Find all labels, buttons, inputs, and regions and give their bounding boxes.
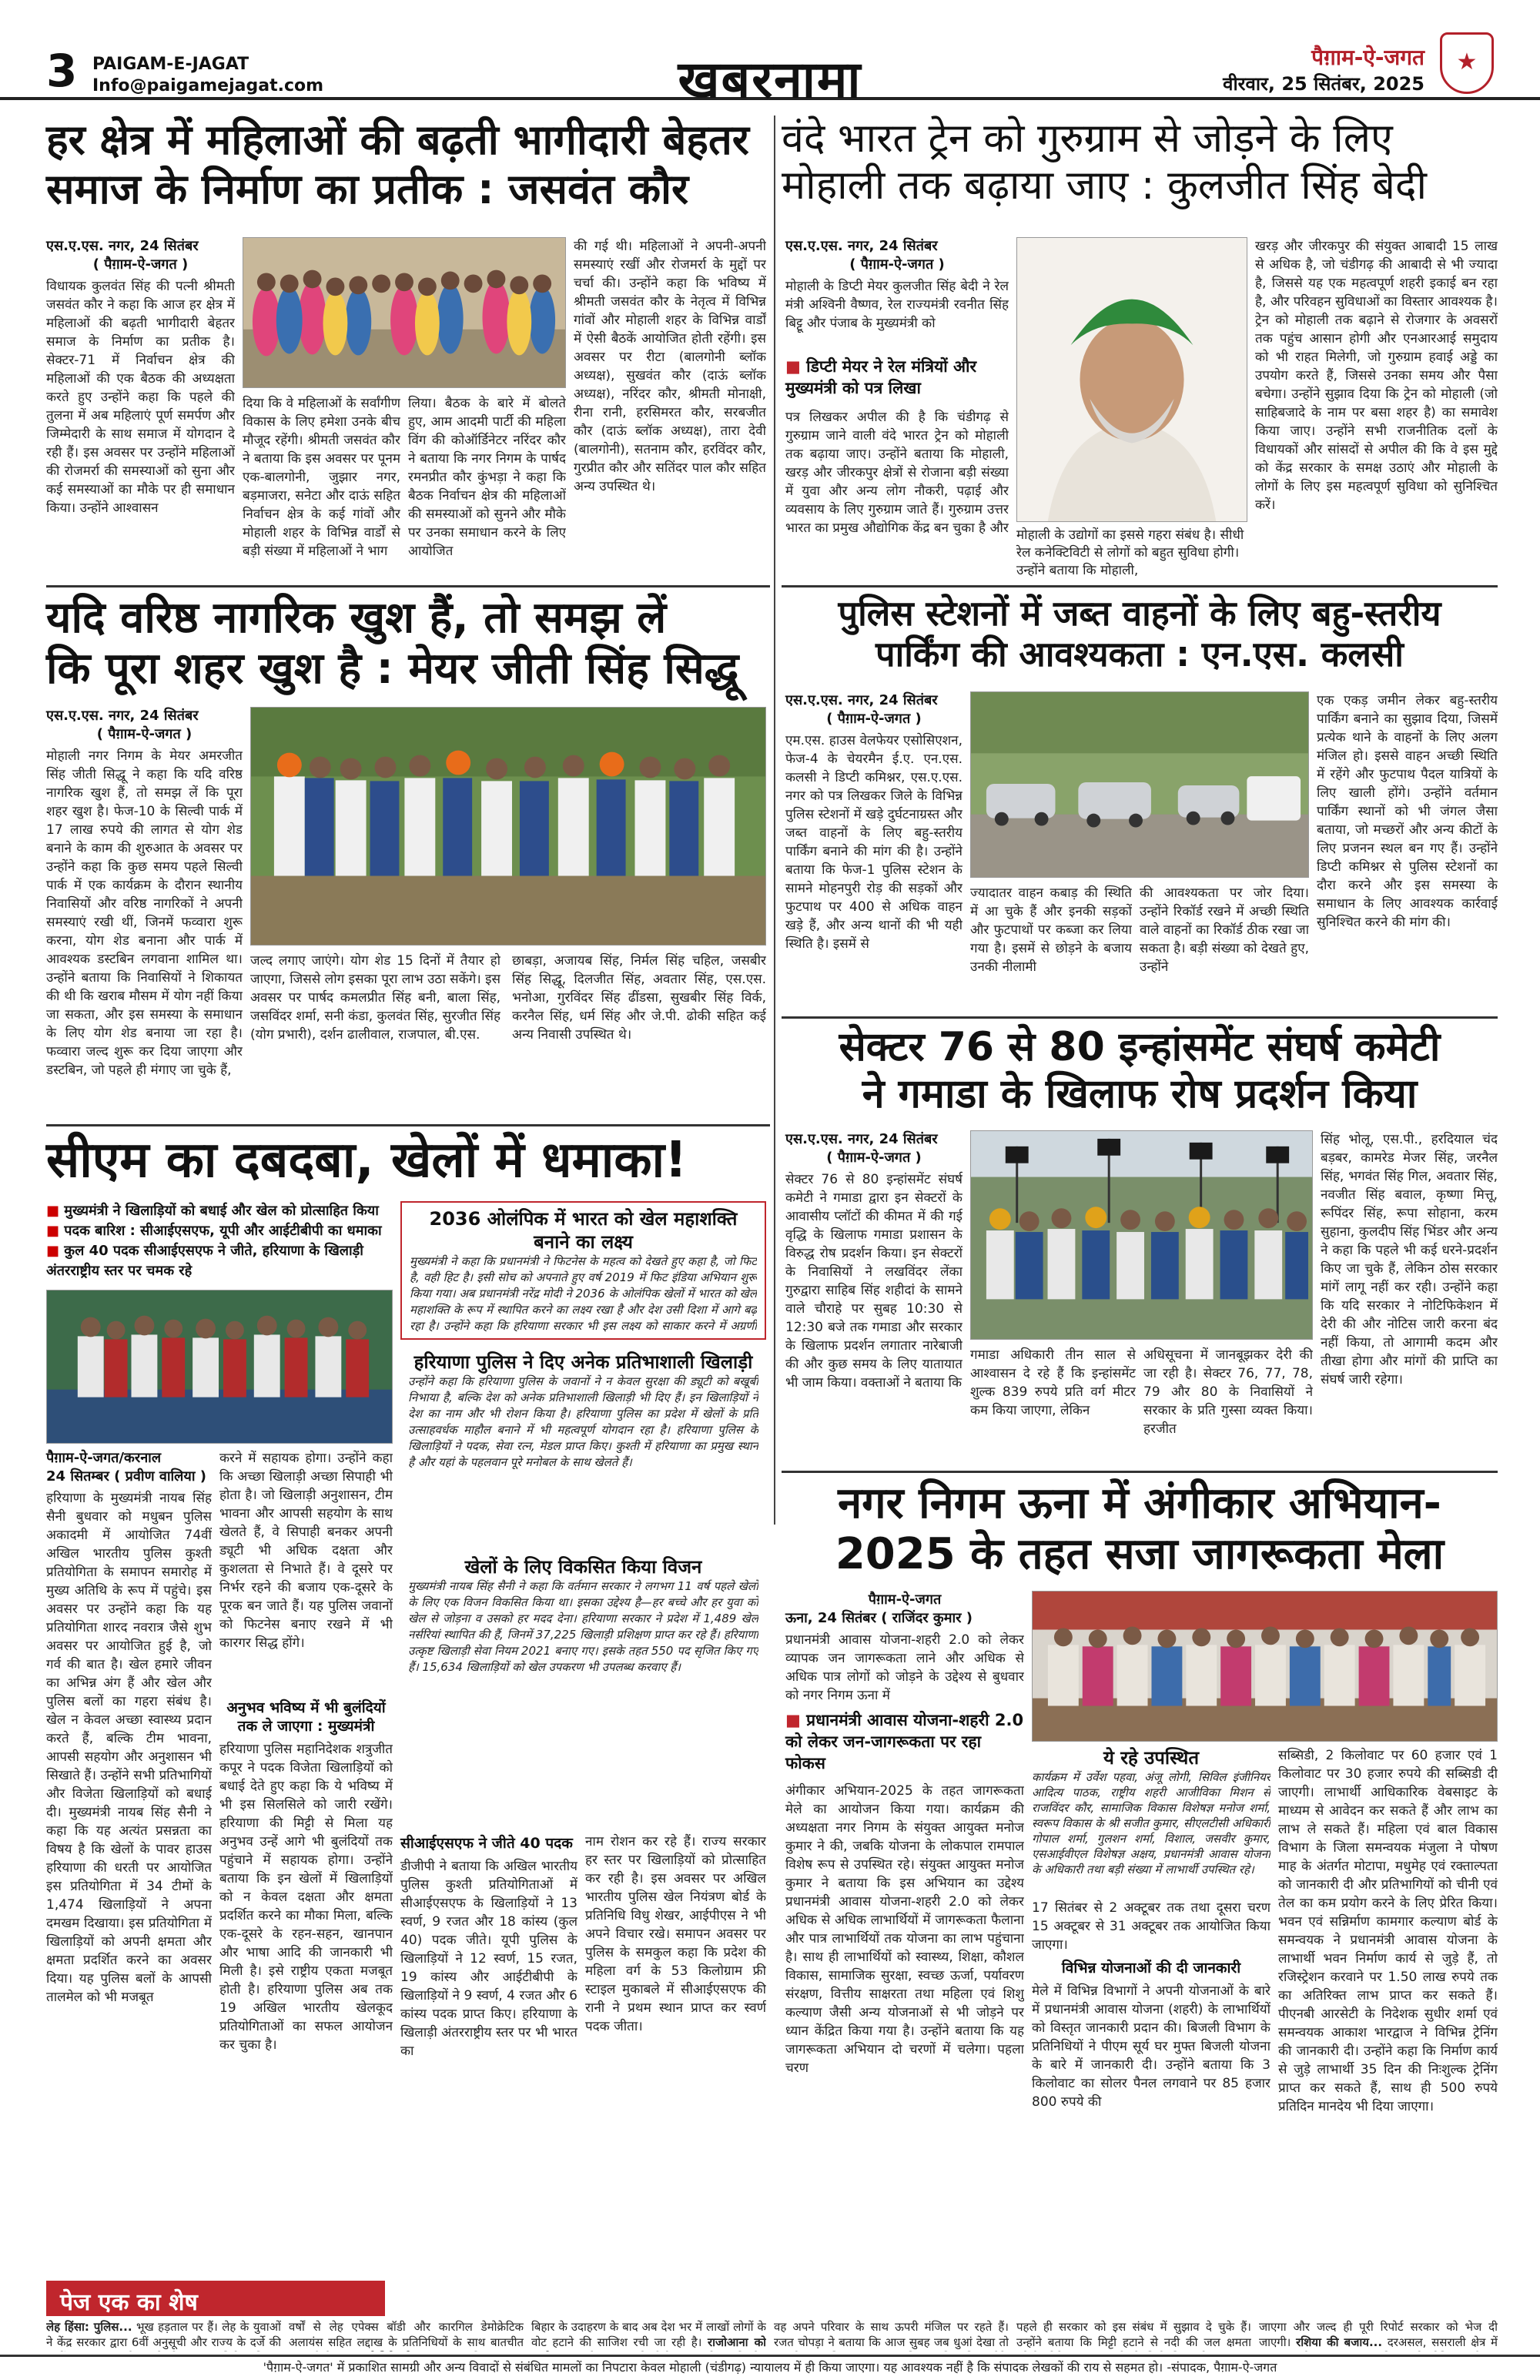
- story3-byline: [46, 707, 243, 744]
- red-square-icon: ■: [785, 357, 807, 376]
- email-link[interactable]: Info@paigamejagat.com: [92, 76, 324, 95]
- story5-byline: [46, 1449, 212, 1486]
- story7-col3: सब्सिडी, 2 किलोवाट पर 60 हजार एवं 1 किलोवाट पर 30 हजार रुपये की सब्सिडी दी जाएगी। लाभार्थी आधिकारिक वेबसाइट के माध्यम से आवेदन कर सकते हैं और लाभ का लाभ ले सकते हैं। महिला एवं बाल विकास विभाग के जिला समन्वयक मंजुला ने पोषण माह के अंतर्गत मोटापा, मधुमेह एवं रक्ताल्पता को जानकारी दी और प्रतिभागियों को चीनी एवं तेल का कम प्रयोग करने के लिए प्रेरित किया। भवन एवं सन्निर्माण कामगार कल्याण बोर्ड के समन्वयक ने प्रधानमंत्री आवास योजना के लाभार्थी भवन निर्माण कार्य से जुड़े हैं, तो रजिस्ट्रेशन करवाने पर 1.50 लाख रुपये तक का अतिरिक्त लाभ प्राप्त कर सकते हैं। पीएनबी आरसेटी के निदेशक सुधीर शर्मा एवं समन्वयक आकाश भारद्वाज ने विभिन्न ट्रेनिंग की जानकारी दी। उन्होंने कहा कि निर्माण कार्य से जुड़े लाभार्थी 35 दिन की निःशुल्क ट्रेनिंग प्राप्त कर सकते हैं, साथ ही 500 रुपये प्रतिदिन मानदेय भी दिया जाएगा।: [1278, 1748, 1498, 2114]
- story6-headline-line2: ने गमाडा के खिलाफ रोष प्रदर्शन किया: [862, 1071, 1418, 1118]
- rest-col6: [1259, 2319, 1498, 2352]
- story2-col3: खरड़ और जीरकपुर की संयुक्त आबादी 15 लाख से अधिक है, जो चंडीगढ़ की आबादी से भी ज्यादा है, जिससे यह एक महत्वपूर्ण शहरी इकाई बन रहा है, और परिवहन सुविधाओं का विस्तार आवश्यक है। ट्रेन को मोहाली तक बढ़ाने से रोजगार के अवसरों तक पहुंच आसान होगी और एनआरआई समुदाय को भी राहत मिलेगी, जो गुरुग्राम हवाई अड्डे का उपयोग करते हैं, जिससे उनका समय और पैसा बचेगा। उन्होंने सुझाव दिया कि ट्रेन को मोहाली (जो साहिबजादे के नाम पर बसा शहर है) का समावेश किया जाए। उन्होंने सभी राजनीतिक दलों के विधायकों और सांसदों से अपील की कि वे इस मुद्दे को केंद्र सरकार के समक्ष उठाएं और मोहाली के लोगों के लिए इस महत्वपूर्ण सुविधा को सुनिश्चित करें।: [1255, 239, 1498, 513]
- story1-headline-line2: समाज के निर्माण का प्रतीक : जसवंत कौर: [46, 164, 689, 213]
- story2-byline-source: ( पैग़ाम-ऐ-जगत ): [849, 256, 945, 273]
- story2-headline-line2: मोहाली तक बढ़ाया जाए : कुलजीत सिंह बेदी: [782, 162, 1427, 209]
- story5-headline: सीएम का दबदबा, खेलों में धमाका!: [46, 1132, 688, 1189]
- story5-col2b: हरियाणा पुलिस महानिदेशक शत्रुजीत कपूर ने पदक विजेता खिलाड़ियों को बधाई देते हुए कहा कि ये भविष्य में भी इस सिलसिले को जारी रखेंगे। हरियाणा की मिट्टी से मिला यह अनुभव उन्हें आगे भी बुलंदियों तक पहुंचाने में सहायक होगा। उन्होंने बताया कि इन खेलों में खिलाड़ियों को न केवल दक्षता और क्षमता प्रदर्शित करने का मौका मिला, बल्कि एक-दूसरे के रहन-सहन, खानपान और भाषा आदि की जानकारी भी मिली है। इसे राष्ट्रीय एकता मजबूत होती है। हरियाणा पुलिस अब तक 19 अखिल भारतीय खेलकूद प्रतियोगिताओं का सफल आयोजन कर चुका है।: [219, 1742, 393, 2053]
- story1-col3: लिया। बैठक के बारे में बोलते हुए, आम आदमी पार्टी की महिला विंग की कोऑर्डिनेटर नरिंदर कौर ने बताया कि नगर निगम के पार्षद रमनप्रीत कौर कुंभड़ा ने कहा कि बैठक निर्वाचन क्षेत्र की महिलाओं की समस्याओं को सुनने और मौके पर उनका समाधान करने के लिए आयोजित: [408, 396, 566, 559]
- story1-byline: [46, 237, 235, 274]
- story6-headline-line1: सेक्टर 76 से 80 इन्हांसमेंट संघर्ष कमेटी: [839, 1024, 1441, 1070]
- story7-byline-place: ऊना, 24 सितंबर ( राजिंदर कुमार ): [785, 1610, 973, 1626]
- story2-col1a: मोहाली के डिप्टी मेयर कुलजीत सिंह बेदी ने रेल मंत्री अश्विनी वैष्णव, रेल राज्यमंत्री रवनीत सिंह बिट्टू और पंजाब के मुख्यमंत्री को: [785, 279, 1009, 331]
- red-square-icon: ■: [785, 1711, 807, 1729]
- story2-box-headline-text: डिप्टी मेयर ने रेल मंत्रियों और मुख्यमंत्री को पत्र लिखा: [785, 357, 977, 397]
- story5-subhead2: सीआईएसएफ ने जीते 40 पदक: [400, 1835, 573, 1852]
- story4-headline: [782, 593, 1498, 675]
- story2-headline: [782, 115, 1498, 210]
- rest-col1-text: भूख हड़ताल पर हैं। लेह के युवाओं ने केंद्र सरकार द्वारा 6वीं अनुसूची और राज्य के दर्जे की: [46, 2320, 281, 2349]
- rule: [782, 1471, 1498, 1473]
- bullet-item: [46, 1221, 393, 1241]
- story4-photo: [970, 691, 1309, 878]
- bullet-text: मुख्यमंत्री ने खिलाड़ियों को बधाई और खेल को प्रोत्साहित किया: [64, 1203, 379, 1219]
- story5-byline-source: 24 सितम्बर ( प्रवीण वालिया ): [46, 1468, 206, 1485]
- story4-col1: एम.एस. हाउस वेलफेयर एसोसिएशन, फेज-4 के चेयरमैन ई.ए. एन.एस. कलसी ने डिप्टी कमिश्नर, एस.ए.एस. नगर को पत्र लिखकर जिले के विभिन्न पुलिस स्टेशनों में खड़े दुर्घटनाग्रस्त और जब्त वाहनों के लिए बहु-स्तरीय पार्किंग बनाने की मांग की है। उन्होंने बताया कि फेज-1 पुलिस स्टेशन के सामने मोहनपुरी रोड़ की सड़कों और फुटपाथ पर 400 से अधिक वाहन खड़े हैं, और अन्य थानों की भी यही स्थिति है। इसमें से: [785, 733, 962, 952]
- story7-col2b: मेले में विभिन्न विभागों ने अपनी योजनाओं के बारे में प्रधानमंत्री आवास योजना (शहरी) के लाभार्थियों को विस्तृत जानकारी प्रदान की। बिजली विभाग के प्रतिनिधियों ने पीएम सूर्य घर मुफ्त बिजली योजना के बारे में जानकारी दी। उन्होंने बताया कि 3 किलोवाट का सोलर पैनल लगवाने पर 85 हजार 800 रुपये की: [1032, 1983, 1270, 2110]
- story2-headline-line1: वंदे भारत ट्रेन को गुरुग्राम से जोड़ने के लिए: [782, 115, 1393, 162]
- bullet-icon: ■: [46, 1243, 65, 1259]
- rest-col1: [46, 2319, 281, 2352]
- column-divider: [774, 115, 775, 1525]
- story2-col1b: पत्र लिखकर अपील की है कि चंडीगढ़ से गुरुग्राम जाने वाली वंदे भारत ट्रेन को मोहाली तक बढ़ाया जाए। उन्होंने बताया कि मोहाली, खरड़ और जीरकपुर क्षेत्रों से रोजाना बड़ी संख्या में युवा और अन्य लोग नौकरी, पढ़ाई और व्यवसाय के लिए गुरुग्राम जाते हैं। गुरुग्राम उत्तर भारत का प्रमुख औद्योगिक केंद्र बन चुका है और: [785, 410, 1009, 536]
- rest-col6-sub: रशिया की बजाय...: [1296, 2335, 1383, 2349]
- story2-box-headline: [785, 356, 1009, 402]
- story4-col3: की आवश्यकता पर जोर दिया। उन्होंने रिकॉर्ड रखने में अच्छी स्थिति वाले वाहनों का रिकॉर्ड ठीक रखा जा सकता है। बड़ी संख्या को देखते हुए, उन्होंने: [1140, 885, 1309, 975]
- story7-byline-source: पैग़ाम-ऐ-जगत: [868, 1592, 942, 1608]
- story7-headline: [782, 1478, 1498, 1580]
- story1-headline-line1: हर क्षेत्र में महिलाओं की बढ़ती भागीदारी बेहतर: [46, 115, 749, 164]
- story5-box1-title: 2036 ओलंपिक में भारत को खेल महाशक्ति बनाने का लक्ष्य: [429, 1208, 738, 1253]
- story5-subhead1: अनुभव भविष्य में भी बुलंदियों तक ले जाएगा : मुख्यमंत्री: [226, 1699, 386, 1735]
- brand-block: [92, 54, 323, 97]
- page-number: 3: [46, 45, 78, 97]
- rest-col3b-text: [531, 2351, 766, 2352]
- story3-byline-source: ( पैग़ाम-ऐ-जगत ): [96, 726, 192, 742]
- bullet-text: कुल 40 पदक सीआईएसएफ ने जीते, हरियाणा के खिलाड़ी अंतरराष्ट्रीय स्तर पर चमक रहे: [46, 1243, 363, 1279]
- story6-col3: अधिसूचना में जानबूझकर देरी की जा रही है। सेक्टर 76, 77, 78, 79 और 80 के निवासियों ने सरकार के प्रति गुस्सा व्यक्त किया। हरजीत: [1143, 1347, 1313, 1437]
- story5-box2-text: उन्होंने कहा कि हरियाणा पुलिस के जवानों ने न केवल सुरक्षा की ड्यूटी को बखूबी निभाया है, बल्कि देश को अनेक प्रतिभाशाली खिलाड़ी भी दिए हैं। इन खिलाड़ियों ने देश का नाम और भी रोशन किया है। हरियाणा पुलिस का प्रदेश में खेलों के प्रति उत्साहवर्धक माहौल बनाने में भी महत्वपूर्ण योगदान रहा है। हरियाणा पुलिस के खिलाड़ियों ने पदक, सेवा रत्न, मेडल प्राप्त किए। कुश्ती में हरियाणा का प्रमुख स्थान है और यहां के पहलवान पूरे मनोबल के साथ खेलते हैं।: [408, 1374, 758, 1469]
- rest-col6-text: जाएगा और जल्द ही पूरी रिपोर्ट सरकार को भेज दी जाएगी।: [1259, 2320, 1498, 2349]
- story7-present-box: [1032, 1746, 1270, 1894]
- rest-col2-text: वर्षों से लेह एपेक्स बॉडी और कारगिल डेमोक्रेटिक अलायंस सहित लद्दाख के प्रतिनिधियों के साथ बातचीत: [289, 2320, 524, 2349]
- rest-col5-text: पहले ही सरकार को इस संबंध में सुझाव दे चुके हैं। उन्होंने बताया कि मिट्टी हटाने से नदी की जल क्षमता: [1016, 2320, 1251, 2349]
- story1-col1: विधायक कुलवंत सिंह की पत्नी श्रीमती जसवंत कौर ने कहा कि आज हर क्षेत्र में महिलाओं की बढ़ती भागीदारी बेहतर समाज के निर्माण का प्रतीक है। सेक्टर-71 में निर्वाचन क्षेत्र की महिलाओं की एक बैठक की अध्यक्षता करते हुए उन्होंने कहा कि पहले की तुलना में अब महिलाएं पूर्ण समर्पण और जिम्मेदारी के साथ समाज में योगदान दे रही हैं। इस अवसर पर उन्होंने महिलाओं की रोजमर्रा की समस्याओं को सुना और कई समस्याओं का मौके पर ही समाधान किया। उन्होंने आश्वासन: [46, 279, 235, 516]
- story4-headline-line2: पार्किंग की आवश्यकता : एन.एस. कलसी: [875, 634, 1404, 675]
- bullet-item: [46, 1201, 393, 1221]
- story5-box1: [400, 1201, 766, 1340]
- story1-headline: [46, 115, 770, 213]
- story7-photo: [1032, 1591, 1498, 1742]
- rest-col2-sub: [340, 2351, 425, 2352]
- story7-box-head-text: प्रधानमंत्री आवास योजना-शहरी 2.0 को लेकर जन-जागरूकता पर रहा फोकस: [785, 1711, 1024, 1772]
- story5-col1: हरियाणा के मुख्यमंत्री नायब सिंह सैनी बुधवार को मधुबन पुलिस अकादमी में आयोजित 74वीं अखिल भारतीय पुलिस कुश्ती प्रतियोगिता के समापन समारोह में मुख्य अतिथि के रूप में पहुंचे। इस अवसर पर उन्होंने कहा कि यह प्रतियोगिता शारद नवरात्र जैसे शुभ अवसर पर आयोजित हुई है, जो गर्व की बात है। खेल हमारे जीवन का अभिन्न अंग हैं और खेल और पुलिस बलों का गहरा संबंध है। खेल न केवल अच्छा स्वास्थ्य प्रदान करते हैं, बल्कि टीम भावना, आपसी सहयोग और अनुशासन भी सिखाते हैं। उन्होंने सभी प्रतिभागियों और विजेता खिलाड़ियों को बधाई दी। मुख्यमंत्री नायब सिंह सैनी ने कहा कि यह अत्यंत प्रसन्नता का विषय है कि खेलों के पावर हाउस हरियाणा की धरती पर आयोजित इस प्रतियोगिता में 34 टीमों के 1,474 खिलाड़ियों ने अपना दमखम दिखाया। इस प्रतियोगिता में खिलाड़ियों को अपनी क्षमता और क्षमता प्रदर्शित करने का अवसर दिया। यह पुलिस बलों के आपसी तालमेल को भी मजबूत: [46, 1491, 212, 2005]
- story5-box2: [400, 1346, 766, 1546]
- masthead: [0, 0, 1540, 109]
- rest-col4: [774, 2319, 1009, 2352]
- rest-col2: [289, 2319, 524, 2352]
- story4-byline: [785, 691, 962, 728]
- story1-col4: की गई थी। महिलाओं ने अपनी-अपनी समस्याएं रखीं और रोजमर्रा के मुद्दों पर चर्चा की। उन्होंने कहा कि भविष्य में श्रीमती जसवंत कौर के नेतृत्व में विभिन्न गांवों और मोहाली शहर के विभिन्न वार्डों में ऐसी बैठकें आयोजित होती रहेंगी। इस अवसर पर रीटा (बालगोनी ब्लॉक अध्यक्ष), सुखवंत कौर (दाऊं ब्लॉक अध्यक्ष), नरिंदर कौर, श्रीमती मोनाक्षी, रीना रानी, हरसिमरत कौर, सरबजीत कौर (दाऊं ब्लॉक अध्यक्ष), तारा देवी (बालगोनी), सतनाम कौर, हरविंदर कौर, गुरप्रीत कौर और सतिंदर पाल कौर सहित अन्य उपस्थित थे।: [574, 239, 766, 494]
- story4-col2: ज्यादातर वाहन कबाड़ की स्थिति में आ चुके हैं और इनकी सड़कों और फुटपाथों पर कब्जा कर लिया गया है। इसमें से छोड़ने के बजाय उनकी नीलामी: [970, 885, 1132, 975]
- story2-photo-caption: मोहाली के उद्योगों का इससे गहरा संबंध है। सीधी रेल कनेक्टिविटी से लोगों को बहुत सुविधा होगी। उन्होंने बताया कि मोहाली,: [1016, 527, 1244, 578]
- story7-col2: 17 सितंबर से 2 अक्टूबर तक तथा दूसरा चरण 15 अक्टूबर से 31 अक्टूबर तक आयोजित किया जाएगा।: [1032, 1900, 1270, 1953]
- story2-byline-place: एस.ए.एस. नगर, 24 सितंबर: [785, 238, 938, 254]
- story5-box3-title: खेलों के लिए विकसित किया विजन: [464, 1556, 702, 1578]
- story6-col2: गमाडा अधिकारी तीन साल से आश्वासन दे रहे हैं कि इन्हांसमेंट शुल्क 839 रुपये प्रति वर्ग मीटर कम किया जाएगा, लेकिन: [970, 1347, 1136, 1418]
- brand-name: PAIGAM-E-JAGAT: [92, 55, 249, 74]
- story1-byline-place: एस.ए.एस. नगर, 24 सितंबर: [46, 238, 199, 254]
- story6-byline: [785, 1130, 962, 1167]
- footer-disclaimer: 'पैग़ाम-ऐ-जगत' में प्रकाशित सामग्री और अन्य विवादों से संबंधित मामलों का निपटारा केवल मोहाली (चंडीगढ़) न्यायालय में ही किया जाएगा। यह आवश्यक नहीं है कि संपादक लेखकों की राय से सहमत हो। -संपादक, पैग़ाम-ऐ-जगत: [0, 2355, 1540, 2380]
- story7-subhead: विभिन्न योजनाओं की दी जानकारी: [1061, 1960, 1241, 1977]
- story7-present-title: ये रहे उपस्थित: [1103, 1747, 1200, 1769]
- story3-col2: जल्द लगाए जाएंगे। योग शेड 15 दिनों में तैयार हो जाएगा, जिससे लोग इसका पूरा लाभ उठा सकेंगे। इस अवसर पर पार्षद कमलप्रीत सिंह बनी, बाला सिंह, जसविंदर शर्मा, सनी कंडा, कुलवंत सिंह, सुरजीत सिंह (योग प्रभारी), दर्शन ढालीवाल, राजपाल, बी.एस.: [250, 953, 500, 1043]
- story3-headline-line2: कि पूरा शहर खुश है : मेयर जीती सिंह सिद्धू: [46, 644, 739, 695]
- story5-col4b: नाम रोशन कर रहे हैं। राज्य सरकार हर स्तर पर खिलाड़ियों को प्रोत्साहित कर रही है। इस अवसर पर अखिल भारतीय पुलिस खेल नियंत्रण बोर्ड के प्रतिनिधि विधु शेखर, आईपीएस ने भी अपने विचार रखे। समापन अवसर पर पुलिस के समकुल कहा कि प्रदेश की महिला वर्ग के 53 किलोग्राम फ्री स्टाइल मुकाबले में सीआईएसएफ की रानी ने प्रथम स्थान प्राप्त कर स्वर्ण पदक जीता।: [585, 1834, 766, 2034]
- issue-date: वीरवार, 25 सितंबर, 2025: [1223, 73, 1424, 95]
- story5-box1-text: मुख्यमंत्री ने कहा कि प्रधानमंत्री ने फिटनेस के महत्व को देखते हुए कहा है, जो फिट है, वही हिट है। इसी सोच को अपनाते हुए वर्ष 2019 में फिट इंडिया अभियान शुरू किया गया। अब प्रधानमंत्री नरेंद्र मोदी ने 2036 के ओलंपिक खेलों में भारत को खेल महाशक्ति के रूप में स्थापित करने का लक्ष्य रखा है और देश उसी दिशा में आगे बढ़ रहा है। उन्होंने कहा कि हरियाणा सरकार भी इस लक्ष्य को साकार करने में अग्रणी: [410, 1254, 757, 1333]
- bullet-icon: ■: [46, 1203, 65, 1219]
- story6-col1: सेक्टर 76 से 80 इन्हांसमेंट संघर्ष कमेटी ने गमाडा द्वारा इन सेक्टरों के आवासीय प्लॉटों की कीमत में की गई वृद्धि के खिलाफ गमाडा प्रशासन के विरुद्ध रोष प्रदर्शन किया। इन सेक्टरों के निवासियों ने लखविंदर लेंका गुरुद्वारा साहिब सिंह शहीदां के सामने वाले चौराहे पर सुबह 10:30 से 12:30 बजे तक गमाडा और सरकार के खिलाफ प्रदर्शन लगातार नारेबाजी की और कुछ समय के लिए यातायात भी जाम किया। वक्ताओं ने बताया कि: [785, 1172, 962, 1391]
- story6-col4: सिंह भोलू, एस.पी., हरदियाल चंद बड़बर, कामरेड मेजर सिंह, जरनैल सिंह, भगवंत सिंह गिल, अवतार सिंह, नवजीत सिंह बवाल, कृष्णा मित्तू, रूपिंदर सिंह, रूपा सोहाना, करम सुहाना, कुलदीप सिंह भिंडर और अन्य ने कहा कि पहले भी कई धरने-प्रदर्शन किए जा चुके हैं, लेकिन ठोस सरकार मांगें लागू नहीं कर रही। उन्होंने कहा कि यदि सरकार ने नोटिफिकेशन में देरी की और नोटिस जारी करना बंद नहीं किया, तो आगामी कदम और तीखा होगा और मांगों की प्राप्ति का संघर्ष जारी रहेगा।: [1321, 1132, 1498, 1387]
- section-title: खबरनामा: [678, 50, 862, 109]
- story4-byline-source: ( पैग़ाम-ऐ-जगत ): [826, 711, 922, 727]
- story5-box3-text: मुख्यमंत्री नायब सिंह सैनी ने कहा कि वर्तमान सरकार ने लगभग 11 वर्ष पहले खेलों के लिए एक विजन विकसित किया था। इसका उद्देश्य है—हर बच्चे और हर युवा को खेल से जोड़ना व उसको हर मदद देना। हरियाणा सरकार ने प्रदेश में 1,489 खेल नर्सरियां स्थापित की हैं, जिनमें 37,225 खिलाड़ी प्रशिक्षण प्राप्त कर रहे हैं। हरियाणा उत्कृष्ट खिलाड़ी सेवा नियम 2021 बनाए गए। इसके तहत 550 पद सृजित किए गए हैं। 15,634 खिलाड़ियों को खेल उपकरण भी उपलब्ध करवाए हैं।: [408, 1579, 758, 1674]
- story6-byline-place: एस.ए.एस. नगर, 24 सितंबर: [785, 1131, 938, 1147]
- story5-box2-title: हरियाणा पुलिस ने दिए अनेक प्रतिभाशाली खिलाड़ी: [413, 1351, 753, 1373]
- rest-col5: [1016, 2319, 1251, 2352]
- rest-col3-sub: राजोआना को: [707, 2335, 766, 2349]
- page-one-rest-bar: पेज एक का शेष: [46, 2281, 385, 2316]
- story6-byline-source: ( पैग़ाम-ऐ-जगत ): [826, 1150, 922, 1166]
- bullet-icon: ■: [46, 1223, 65, 1239]
- brand-right: [1223, 45, 1424, 97]
- story3-col3: छाबड़ा, अजायब सिंह, निर्मल सिंह चहिल, जसबीर सिंह सिद्धू, दिलजीत सिंह, अवतार सिंह, एस.एस. भनोआ, गुरविंदर सिंह ढींडसा, सुखबीर सिंह विर्क, करनैल सिंह, धर्म सिंह और जे.पी. ढोकी सहित कई अन्य निवासी उपस्थित थे।: [512, 953, 766, 1043]
- story5-bullets: [46, 1201, 393, 1286]
- story5-col3b: डीजीपी ने बताया कि अखिल भारतीय पुलिस कुश्ती प्रतियोगिताओं में सीआईएसएफ के खिलाड़ियों ने 13 स्वर्ण, 9 रजत और 18 कांस्य (कुल 40) पदक जीते। यूपी पुलिस के खिलाड़ियों ने 12 स्वर्ण, 15 रजत, 19 कांस्य और आईटीबीपी के खिलाड़ियों ने 9 स्वर्ण, 4 रजत और 6 कांस्य पदक प्राप्त किए। हरियाणा के खिलाड़ी अंतरराष्ट्रीय स्तर पर भी भारत का: [400, 1859, 578, 2059]
- story7-col1b: अंगीकार अभियान-2025 के तहत जागरूकता मेले का आयोजन किया गया। कार्यक्रम की अध्यक्षता नगर निगम के संयुक्त आयुक्त मनोज कुमार ने की, जबकि योजना के लोकपाल रामपाल विशेष रूप से उपस्थित रहे। संयुक्त आयुक्त मनोज कुमार ने बताया कि इस अभियान का उद्देश्य प्रधानमंत्री आवास योजना-शहरी 2.0 को लेकर अधिक से अधिक लाभार्थियों में जागरूकता फैलाना और पात्र लाभार्थियों तक योजना का लाभ पहुंचाना है। साथ ही लाभार्थियों को स्वास्थ्य, शिक्षा, कौशल विकास, सामाजिक सुरक्षा, स्वच्छ ऊर्जा, पर्यावरण संरक्षण, वित्तीय साक्षरता तथा महिला एवं शिशु कल्याण जैसी अन्य योजनाओं से भी जोड़ने पर ध्यान केंद्रित किया गया है। उन्होंने बताया कि यह जागरूकता अभियान दो चरणों में चलेगा। पहला चरण: [785, 1783, 1024, 2076]
- story5-col2: करने में सहायक होगा। उन्होंने कहा कि अच्छा खिलाड़ी अच्छा सिपाही भी होता है। जो खिलाड़ी अनुशासन, टीम भावना और आपसी सहयोग के साथ खेलते हैं, वे सिपाही बनकर अपनी ड्यूटी भी अधिक दक्षता और कुशलता से निभाते हैं। वे दूसरे पर निर्भर रहने की बजाय एक-दूसरे के पूरक बन जाते हैं। यह पुलिस जवानों को फिटनेस बनाए रखने में भी कारगर सिद्ध होंगे।: [219, 1451, 393, 1651]
- story5-photo: [46, 1290, 393, 1444]
- story3-byline-place: एस.ए.एस. नगर, 24 सितंबर: [46, 708, 199, 724]
- story7-col1: प्रधानमंत्री आवास योजना-शहरी 2.0 को लेकर व्यापक जन जागरूकता लाने और अधिक से अधिक पात्र लोगों को जोड़ने के उद्देश्य से बुधवार को नगर निगम ऊना में: [785, 1632, 1024, 1703]
- story7-present-text: कार्यक्रम में उर्वेश पहवा, अंजू लोगी, सिविल इंजीनियर आदित्य पाठक, राष्ट्रीय शहरी आजीविका मिशन से राजविंदर कौर, सामाजिक विकास विशेषज्ञ मनोज शर्मा, स्वरूप विकास के श्री सजीत कुमार, सीएलटीसी अधिकारी गोपाल शर्मा, गुलशन शर्मा, विशाल, जसवीर कुमार, एसआईवीएल विशेषज्ञ अक्षय, प्रधानमंत्री आवास योजना के अधिकारी तथा बड़ी संख्या में लाभार्थी उपस्थित रहे।: [1032, 1770, 1270, 1876]
- story2-byline: [785, 237, 1009, 274]
- story5-byline-place: पैग़ाम-ऐ-जगत/करनाल: [46, 1450, 162, 1466]
- rest-col6b-text: दरअसल, ससराली क्षेत्र में: [1387, 2335, 1498, 2349]
- story1-col2: दिया कि वे महिलाओं के सर्वांगीण विकास के लिए हमेशा उनके बीच मौजूद रहेंगी। श्रीमती जसवंत कौर ने बताया कि इस अवसर पर पूनम एक-बालगोनी, जुझार नगर, बड़माजरा, सनेटा और दाऊं सहित निर्वाचन क्षेत्र के कई गांवों और मोहाली शहर के विभिन्न वार्डों से बड़ी संख्या में महिलाओं ने भाग: [243, 396, 400, 559]
- story5-box3: [400, 1551, 766, 1828]
- rule: [46, 585, 770, 587]
- rest-col3-text: बिहार के उदाहरण के बाद अब देश भर में लाखों लोगों के वोट हटाने की साजिश रची जा रही है।: [531, 2320, 766, 2349]
- story4-headline-line1: पुलिस स्टेशनों में जब्त वाहनों के लिए बहु-स्तरीय: [838, 593, 1441, 634]
- story7-headline-line2: 2025 के तहत सजा जागरूकता मेला: [835, 1529, 1445, 1580]
- story4-byline-place: एस.ए.एस. नगर, 24 सितंबर: [785, 692, 938, 708]
- rule: [782, 585, 1498, 587]
- story3-photo: [250, 707, 766, 946]
- story1-photo: [243, 237, 566, 388]
- story6-photo: [970, 1130, 1313, 1340]
- story7-box-head: [785, 1709, 1024, 1776]
- torch-logo-icon: ★: [1440, 32, 1494, 94]
- bullet-item: [46, 1241, 393, 1281]
- rule: [46, 1124, 770, 1126]
- rest-col4-text: वह अपने परिवार के साथ ऊपरी मंजिल पर रहते हैं। रजत चोपड़ा ने बताया कि आज सुबह जब धुआं देखा तो: [774, 2320, 1009, 2349]
- story3-headline-line1: यदि वरिष्ठ नागरिक खुश हैं, तो समझ लें: [46, 593, 667, 643]
- rest-col1-head: लेह हिंसा: पुलिस...: [46, 2320, 132, 2334]
- rest-col3: [531, 2319, 766, 2352]
- brand-right-name: पैग़ाम-ऐ-जगत: [1311, 45, 1424, 70]
- bullet-text: पदक बारिश : सीआईएसएफ, यूपी और आईटीबीपी का धमाका: [64, 1223, 382, 1239]
- story7-byline: [785, 1591, 1024, 1628]
- rule: [782, 1016, 1498, 1019]
- story1-byline-source: ( पैग़ाम-ऐ-जगत ): [92, 256, 189, 273]
- page-one-rest: [46, 2319, 1498, 2352]
- story3-col1: मोहाली नगर निगम के मेयर अमरजीत सिंह जीती सिद्धू ने कहा कि यदि वरिष्ठ नागरिक खुश हैं, तो समझ लें कि पूरा शहर खुश है। फेज-10 के सिल्वी पार्क में 17 लाख रुपये की लागत से योग शेड बनाने के काम की शुरुआत के अवसर पर उन्होंने कहा कि कुछ समय पहले सिल्वी पार्क में एक कार्यक्रम के दौरान स्थानीय निवासियों और वरिष्ठ नागरिकों ने अपनी समस्याएं रखी थीं, जिनमें फव्वारा शुरू करना, योग शेड बनाना और पार्क में आवश्यक डस्टबिन लगवाना शामिल था। उन्होंने बताया कि निवासियों ने शिकायत की थी कि खराब मौसम में योग नहीं किया जा सकता, और इस समस्या के समाधान के लिए योग शेड बनाया जा रहा है। फव्वारा जल्द शुरू कर दिया जाएगा और डस्टबिन, जो पहले ही मंगाए जा चुके हैं,: [46, 748, 243, 1078]
- story3-headline: [46, 593, 770, 695]
- story2-photo: [1016, 237, 1247, 522]
- story6-headline: [782, 1024, 1498, 1119]
- story7-headline-line1: नगर निगम ऊना में अंगीकार अभियान-: [838, 1478, 1441, 1528]
- story4-col4: एक एकड़ जमीन लेकर बहु-स्तरीय पार्किंग बनाने का सुझाव दिया, जिसमें प्रत्येक थाने के वाहनों के लिए अलग मंजिल हो। इससे वाहन अच्छी स्थिति में रहेंगे और फुटपाथ पैदल यात्रियों के लिए खाली होंगे। उन्होंने वर्तमान पार्किंग स्थानों को भी जंगल जैसा बताया, जो मच्छरों और अन्य कीटों के लिए प्रजनन स्थल बन गए हैं। उन्होंने डिप्टी कमिश्नर से पुलिस स्टेशनों का दौरा करने और इस समस्या के समाधान के लिए आवश्यक कार्रवाई सुनिश्चित करने की मांग की।: [1317, 693, 1498, 930]
